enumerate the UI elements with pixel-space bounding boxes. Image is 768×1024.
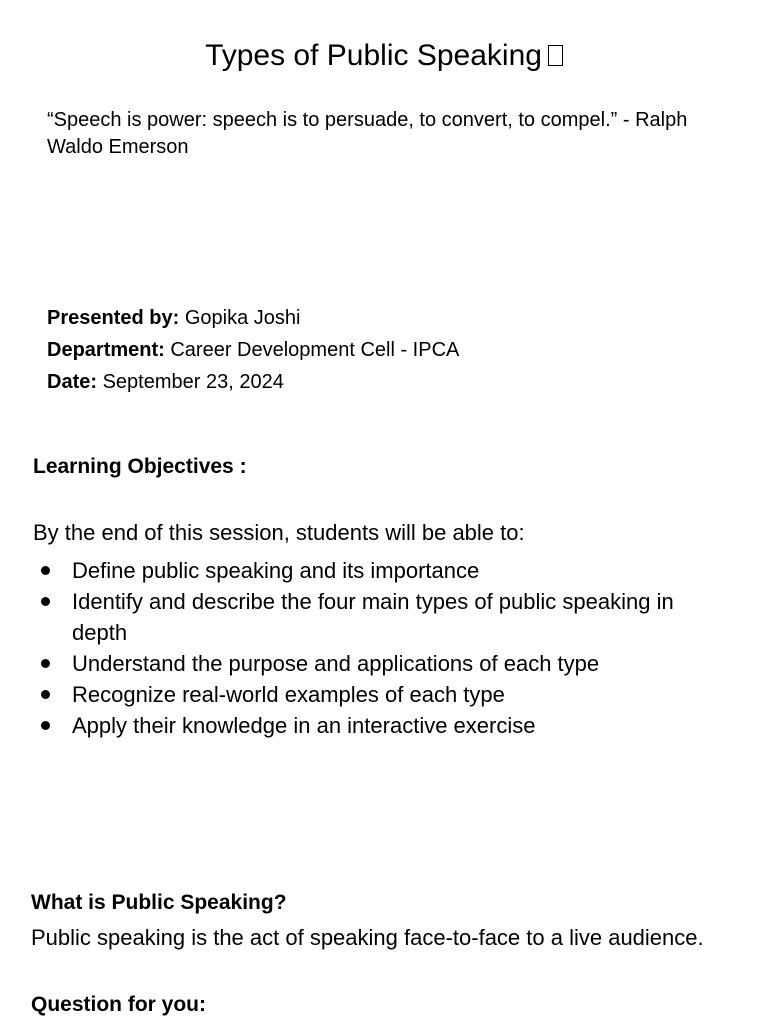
date-label: Date: [47,371,98,393]
question-heading: Question for you: [31,993,206,1016]
bullet-icon [41,690,50,699]
learning-objectives-intro: By the end of this session, students will be able to: [33,520,525,545]
document-title [0,36,768,76]
presentation-details [47,302,727,398]
what-is-public-speaking-body: Public speaking is the act of speaking face-to-face to a live audience. [31,925,704,950]
bullet-icon [41,721,50,730]
presenter-value: Gopika Joshi [179,307,301,329]
presenter-label: Presented by: [47,307,180,329]
document-title-text: Types of Public Speaking [205,39,542,72]
what-is-public-speaking-heading: What is Public Speaking? [31,891,287,914]
department-line [47,334,727,366]
bullet-icon [41,597,50,606]
list-item [33,555,733,586]
date-line [47,366,727,398]
department-value: Career Development Cell - IPCA [164,339,460,361]
bullet-icon [41,659,50,668]
list-item-text: Recognize real-world examples of each type [72,682,505,707]
list-item-text: Understand the purpose and applications of each type [72,651,600,676]
list-item-text: Define public speaking and its importance [72,558,480,583]
list-item [33,679,733,710]
list-item [33,710,733,741]
list-item [33,586,733,648]
presenter-line [47,302,727,334]
date-value: September 23, 2024 [97,371,284,393]
list-item [33,648,733,679]
missing-glyph-icon [548,45,563,66]
opening-quote: “Speech is power: speech is to persuade, to convert, to compel.” - Ralph Waldo Emerson [47,109,688,158]
bullet-icon [41,566,50,575]
list-item-text: Apply their knowledge in an interactive exercise [72,713,536,738]
learning-objectives-heading: Learning Objectives : [33,455,247,478]
department-label: Department: [47,339,165,361]
list-item-text: Identify and describe the four main types of public speaking in depth [72,589,674,645]
learning-objectives-list [33,555,733,741]
